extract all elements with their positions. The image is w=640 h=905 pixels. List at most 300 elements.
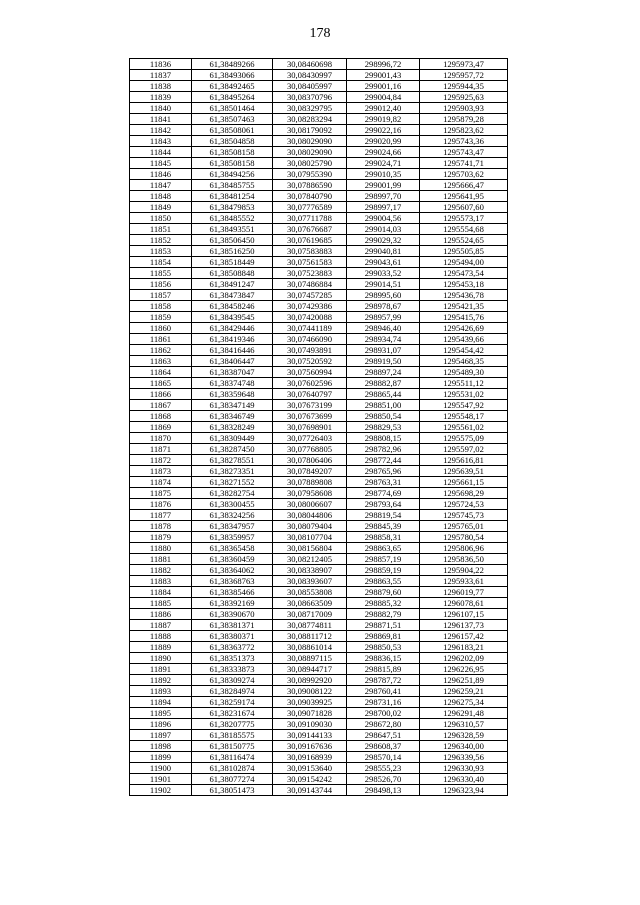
table-row (130, 576, 508, 587)
latitude-cell: 61,38392169 (192, 598, 273, 609)
y-coordinate-cell: 1295933,61 (420, 576, 508, 587)
x-coordinate-cell: 298772,44 (347, 455, 420, 466)
table-row (130, 752, 508, 763)
x-coordinate-cell: 298570,14 (347, 752, 420, 763)
x-coordinate-cell: 298934,74 (347, 334, 420, 345)
latitude-cell: 61,38501464 (192, 103, 273, 114)
table-row (130, 323, 508, 334)
y-coordinate-cell: 1296137,73 (420, 620, 508, 631)
longitude-cell: 30,07955390 (273, 169, 347, 180)
table-row (130, 565, 508, 576)
table-row (130, 521, 508, 532)
longitude-cell: 30,09071828 (273, 708, 347, 719)
y-coordinate-cell: 1296275,34 (420, 697, 508, 708)
longitude-cell: 30,09168939 (273, 752, 347, 763)
x-coordinate-cell: 298882,79 (347, 609, 420, 620)
x-coordinate-cell: 298996,72 (347, 59, 420, 70)
longitude-cell: 30,08283294 (273, 114, 347, 125)
point-number-cell: 11864 (130, 367, 192, 378)
y-coordinate-cell: 1295524,65 (420, 235, 508, 246)
x-coordinate-cell: 298851,00 (347, 400, 420, 411)
point-number-cell: 11850 (130, 213, 192, 224)
x-coordinate-cell: 298815,89 (347, 664, 420, 675)
longitude-cell: 30,09153640 (273, 763, 347, 774)
table-row (130, 444, 508, 455)
latitude-cell: 61,38102874 (192, 763, 273, 774)
table-row (130, 158, 508, 169)
latitude-cell: 61,38116474 (192, 752, 273, 763)
point-number-cell: 11843 (130, 136, 192, 147)
x-coordinate-cell: 299010,35 (347, 169, 420, 180)
latitude-cell: 61,38516250 (192, 246, 273, 257)
point-number-cell: 11899 (130, 752, 192, 763)
longitude-cell: 30,09039925 (273, 697, 347, 708)
latitude-cell: 61,38479853 (192, 202, 273, 213)
x-coordinate-cell: 298919,50 (347, 356, 420, 367)
table-row (130, 400, 508, 411)
table-row (130, 532, 508, 543)
latitude-cell: 61,38368763 (192, 576, 273, 587)
table-row (130, 719, 508, 730)
x-coordinate-cell: 299014,51 (347, 279, 420, 290)
y-coordinate-cell: 1295489,30 (420, 367, 508, 378)
y-coordinate-cell: 1295554,68 (420, 224, 508, 235)
y-coordinate-cell: 1295973,47 (420, 59, 508, 70)
longitude-cell: 30,07711788 (273, 213, 347, 224)
longitude-cell: 30,08663509 (273, 598, 347, 609)
table-row (130, 455, 508, 466)
x-coordinate-cell: 298897,24 (347, 367, 420, 378)
latitude-cell: 61,38259174 (192, 697, 273, 708)
y-coordinate-cell: 1295765,01 (420, 521, 508, 532)
point-number-cell: 11898 (130, 741, 192, 752)
x-coordinate-cell: 298731,16 (347, 697, 420, 708)
longitude-cell: 30,08212405 (273, 554, 347, 565)
longitude-cell: 30,07640797 (273, 389, 347, 400)
table-row (130, 653, 508, 664)
latitude-cell: 61,38231674 (192, 708, 273, 719)
point-number-cell: 11838 (130, 81, 192, 92)
x-coordinate-cell: 299024,66 (347, 147, 420, 158)
longitude-cell: 30,08329795 (273, 103, 347, 114)
y-coordinate-cell: 1296310,57 (420, 719, 508, 730)
table-row (130, 774, 508, 785)
y-coordinate-cell: 1295703,62 (420, 169, 508, 180)
x-coordinate-cell: 298808,15 (347, 433, 420, 444)
coordinates-table-body (130, 59, 508, 796)
x-coordinate-cell: 298829,53 (347, 422, 420, 433)
y-coordinate-cell: 1295724,53 (420, 499, 508, 510)
longitude-cell: 30,08811712 (273, 631, 347, 642)
x-coordinate-cell: 298836,15 (347, 653, 420, 664)
point-number-cell: 11842 (130, 125, 192, 136)
x-coordinate-cell: 298765,96 (347, 466, 420, 477)
x-coordinate-cell: 298865,44 (347, 389, 420, 400)
longitude-cell: 30,08897115 (273, 653, 347, 664)
latitude-cell: 61,38278551 (192, 455, 273, 466)
x-coordinate-cell: 298863,55 (347, 576, 420, 587)
x-coordinate-cell: 299033,52 (347, 268, 420, 279)
latitude-cell: 61,38481254 (192, 191, 273, 202)
table-row (130, 125, 508, 136)
x-coordinate-cell: 299001,99 (347, 180, 420, 191)
latitude-cell: 61,38309274 (192, 675, 273, 686)
point-number-cell: 11891 (130, 664, 192, 675)
point-number-cell: 11873 (130, 466, 192, 477)
point-number-cell: 11844 (130, 147, 192, 158)
longitude-cell: 30,07493891 (273, 345, 347, 356)
point-number-cell: 11849 (130, 202, 192, 213)
y-coordinate-cell: 1295823,62 (420, 125, 508, 136)
longitude-cell: 30,08156804 (273, 543, 347, 554)
table-row (130, 147, 508, 158)
x-coordinate-cell: 298647,51 (347, 730, 420, 741)
longitude-cell: 30,08370796 (273, 92, 347, 103)
longitude-cell: 30,07806406 (273, 455, 347, 466)
y-coordinate-cell: 1295879,28 (420, 114, 508, 125)
x-coordinate-cell: 299004,84 (347, 92, 420, 103)
latitude-cell: 61,38381371 (192, 620, 273, 631)
y-coordinate-cell: 1295607,60 (420, 202, 508, 213)
table-row (130, 312, 508, 323)
table-row (130, 477, 508, 488)
table-row (130, 290, 508, 301)
latitude-cell: 61,38387047 (192, 367, 273, 378)
point-number-cell: 11839 (130, 92, 192, 103)
table-row (130, 169, 508, 180)
point-number-cell: 11837 (130, 70, 192, 81)
longitude-cell: 30,07886590 (273, 180, 347, 191)
point-number-cell: 11894 (130, 697, 192, 708)
point-number-cell: 11867 (130, 400, 192, 411)
x-coordinate-cell: 299040,81 (347, 246, 420, 257)
x-coordinate-cell: 298608,37 (347, 741, 420, 752)
table-row (130, 202, 508, 213)
x-coordinate-cell: 299004,56 (347, 213, 420, 224)
y-coordinate-cell: 1296183,21 (420, 642, 508, 653)
longitude-cell: 30,08025790 (273, 158, 347, 169)
latitude-cell: 61,38504858 (192, 136, 273, 147)
point-number-cell: 11841 (130, 114, 192, 125)
point-number-cell: 11870 (130, 433, 192, 444)
point-number-cell: 11857 (130, 290, 192, 301)
longitude-cell: 30,09144133 (273, 730, 347, 741)
table-row (130, 488, 508, 499)
point-number-cell: 11883 (130, 576, 192, 587)
x-coordinate-cell: 298859,19 (347, 565, 420, 576)
table-row (130, 730, 508, 741)
y-coordinate-cell: 1295453,18 (420, 279, 508, 290)
y-coordinate-cell: 1295436,78 (420, 290, 508, 301)
longitude-cell: 30,07698901 (273, 422, 347, 433)
y-coordinate-cell: 1295806,96 (420, 543, 508, 554)
latitude-cell: 61,38347149 (192, 400, 273, 411)
point-number-cell: 11881 (130, 554, 192, 565)
table-row (130, 356, 508, 367)
point-number-cell: 11893 (130, 686, 192, 697)
y-coordinate-cell: 1296340,00 (420, 741, 508, 752)
longitude-cell: 30,07486884 (273, 279, 347, 290)
y-coordinate-cell: 1295548,17 (420, 411, 508, 422)
longitude-cell: 30,07619685 (273, 235, 347, 246)
x-coordinate-cell: 299001,43 (347, 70, 420, 81)
y-coordinate-cell: 1295903,93 (420, 103, 508, 114)
point-number-cell: 11875 (130, 488, 192, 499)
point-number-cell: 11880 (130, 543, 192, 554)
longitude-cell: 30,07849207 (273, 466, 347, 477)
point-number-cell: 11869 (130, 422, 192, 433)
longitude-cell: 30,08430997 (273, 70, 347, 81)
x-coordinate-cell: 298997,17 (347, 202, 420, 213)
longitude-cell: 30,07561583 (273, 257, 347, 268)
point-number-cell: 11886 (130, 609, 192, 620)
table-row (130, 389, 508, 400)
longitude-cell: 30,08079404 (273, 521, 347, 532)
latitude-cell: 61,38347957 (192, 521, 273, 532)
point-number-cell: 11840 (130, 103, 192, 114)
point-number-cell: 11858 (130, 301, 192, 312)
x-coordinate-cell: 298995,60 (347, 290, 420, 301)
table-row (130, 587, 508, 598)
x-coordinate-cell: 299012,40 (347, 103, 420, 114)
latitude-cell: 61,38492465 (192, 81, 273, 92)
longitude-cell: 30,08393607 (273, 576, 347, 587)
latitude-cell: 61,38485552 (192, 213, 273, 224)
x-coordinate-cell: 298787,72 (347, 675, 420, 686)
table-row (130, 686, 508, 697)
longitude-cell: 30,07726403 (273, 433, 347, 444)
table-row (130, 114, 508, 125)
table-row (130, 334, 508, 345)
point-number-cell: 11856 (130, 279, 192, 290)
table-row (130, 268, 508, 279)
latitude-cell: 61,38385466 (192, 587, 273, 598)
x-coordinate-cell: 298845,39 (347, 521, 420, 532)
point-number-cell: 11897 (130, 730, 192, 741)
x-coordinate-cell: 298869,81 (347, 631, 420, 642)
table-row (130, 620, 508, 631)
point-number-cell: 11879 (130, 532, 192, 543)
table-row (130, 642, 508, 653)
latitude-cell: 61,38051473 (192, 785, 273, 796)
table-row (130, 279, 508, 290)
point-number-cell: 11889 (130, 642, 192, 653)
point-number-cell: 11872 (130, 455, 192, 466)
longitude-cell: 30,07583883 (273, 246, 347, 257)
x-coordinate-cell: 298871,51 (347, 620, 420, 631)
point-number-cell: 11847 (130, 180, 192, 191)
x-coordinate-cell: 298526,70 (347, 774, 420, 785)
latitude-cell: 61,38380371 (192, 631, 273, 642)
x-coordinate-cell: 299029,32 (347, 235, 420, 246)
longitude-cell: 30,09143744 (273, 785, 347, 796)
point-number-cell: 11888 (130, 631, 192, 642)
x-coordinate-cell: 298672,80 (347, 719, 420, 730)
latitude-cell: 61,38506450 (192, 235, 273, 246)
table-row (130, 675, 508, 686)
x-coordinate-cell: 298793,64 (347, 499, 420, 510)
longitude-cell: 30,08029090 (273, 147, 347, 158)
longitude-cell: 30,08044806 (273, 510, 347, 521)
table-row (130, 631, 508, 642)
y-coordinate-cell: 1296330,40 (420, 774, 508, 785)
point-number-cell: 11876 (130, 499, 192, 510)
point-number-cell: 11836 (130, 59, 192, 70)
y-coordinate-cell: 1295454,42 (420, 345, 508, 356)
longitude-cell: 30,08861014 (273, 642, 347, 653)
latitude-cell: 61,38493551 (192, 224, 273, 235)
longitude-cell: 30,08717009 (273, 609, 347, 620)
longitude-cell: 30,09008122 (273, 686, 347, 697)
y-coordinate-cell: 1295575,09 (420, 433, 508, 444)
point-number-cell: 11853 (130, 246, 192, 257)
x-coordinate-cell: 299022,16 (347, 125, 420, 136)
y-coordinate-cell: 1296291,48 (420, 708, 508, 719)
longitude-cell: 30,08179092 (273, 125, 347, 136)
table-row (130, 224, 508, 235)
table-row (130, 697, 508, 708)
y-coordinate-cell: 1295421,35 (420, 301, 508, 312)
x-coordinate-cell: 298555,23 (347, 763, 420, 774)
y-coordinate-cell: 1295741,71 (420, 158, 508, 169)
y-coordinate-cell: 1295426,69 (420, 323, 508, 334)
latitude-cell: 61,38324256 (192, 510, 273, 521)
point-number-cell: 11863 (130, 356, 192, 367)
y-coordinate-cell: 1296202,09 (420, 653, 508, 664)
latitude-cell: 61,38364062 (192, 565, 273, 576)
y-coordinate-cell: 1295745,73 (420, 510, 508, 521)
longitude-cell: 30,07673199 (273, 400, 347, 411)
x-coordinate-cell: 299001,16 (347, 81, 420, 92)
x-coordinate-cell: 298885,32 (347, 598, 420, 609)
y-coordinate-cell: 1296339,56 (420, 752, 508, 763)
y-coordinate-cell: 1295743,36 (420, 136, 508, 147)
longitude-cell: 30,07958608 (273, 488, 347, 499)
x-coordinate-cell: 299020,99 (347, 136, 420, 147)
page-number: 178 (309, 26, 331, 41)
table-row (130, 554, 508, 565)
point-number-cell: 11890 (130, 653, 192, 664)
longitude-cell: 30,07441189 (273, 323, 347, 334)
latitude-cell: 61,38271552 (192, 477, 273, 488)
point-number-cell: 11871 (130, 444, 192, 455)
y-coordinate-cell: 1295561,02 (420, 422, 508, 433)
latitude-cell: 61,38508848 (192, 268, 273, 279)
point-number-cell: 11855 (130, 268, 192, 279)
y-coordinate-cell: 1295494,00 (420, 257, 508, 268)
y-coordinate-cell: 1295616,81 (420, 455, 508, 466)
table-row (130, 345, 508, 356)
x-coordinate-cell: 298931,07 (347, 345, 420, 356)
x-coordinate-cell: 298850,54 (347, 411, 420, 422)
coordinates-table (129, 58, 508, 796)
longitude-cell: 30,08107704 (273, 532, 347, 543)
point-number-cell: 11854 (130, 257, 192, 268)
table-row (130, 763, 508, 774)
point-number-cell: 11846 (130, 169, 192, 180)
point-number-cell: 11900 (130, 763, 192, 774)
latitude-cell: 61,38489266 (192, 59, 273, 70)
x-coordinate-cell: 298700,02 (347, 708, 420, 719)
latitude-cell: 61,38429446 (192, 323, 273, 334)
table-row (130, 191, 508, 202)
x-coordinate-cell: 298857,19 (347, 554, 420, 565)
y-coordinate-cell: 1296078,61 (420, 598, 508, 609)
table-row (130, 609, 508, 620)
y-coordinate-cell: 1295639,51 (420, 466, 508, 477)
point-number-cell: 11865 (130, 378, 192, 389)
y-coordinate-cell: 1295780,54 (420, 532, 508, 543)
y-coordinate-cell: 1296226,95 (420, 664, 508, 675)
latitude-cell: 61,38309449 (192, 433, 273, 444)
latitude-cell: 61,38365458 (192, 543, 273, 554)
x-coordinate-cell: 299019,82 (347, 114, 420, 125)
latitude-cell: 61,38439545 (192, 312, 273, 323)
table-row (130, 301, 508, 312)
longitude-cell: 30,08029090 (273, 136, 347, 147)
longitude-cell: 30,08944717 (273, 664, 347, 675)
table-row (130, 136, 508, 147)
table-row (130, 103, 508, 114)
table-row (130, 213, 508, 224)
x-coordinate-cell: 298858,31 (347, 532, 420, 543)
longitude-cell: 30,07429386 (273, 301, 347, 312)
latitude-cell: 61,38485755 (192, 180, 273, 191)
point-number-cell: 11851 (130, 224, 192, 235)
y-coordinate-cell: 1295904,22 (420, 565, 508, 576)
latitude-cell: 61,38493066 (192, 70, 273, 81)
y-coordinate-cell: 1295531,02 (420, 389, 508, 400)
latitude-cell: 61,38351373 (192, 653, 273, 664)
table-row (130, 246, 508, 257)
x-coordinate-cell: 298850,53 (347, 642, 420, 653)
longitude-cell: 30,07466090 (273, 334, 347, 345)
table-row (130, 433, 508, 444)
table-row (130, 235, 508, 246)
longitude-cell: 30,07520592 (273, 356, 347, 367)
longitude-cell: 30,08553808 (273, 587, 347, 598)
latitude-cell: 61,38207775 (192, 719, 273, 730)
longitude-cell: 30,09109030 (273, 719, 347, 730)
latitude-cell: 61,38282754 (192, 488, 273, 499)
latitude-cell: 61,38374748 (192, 378, 273, 389)
latitude-cell: 61,38273351 (192, 466, 273, 477)
x-coordinate-cell: 298957,99 (347, 312, 420, 323)
longitude-cell: 30,07673699 (273, 411, 347, 422)
point-number-cell: 11877 (130, 510, 192, 521)
point-number-cell: 11868 (130, 411, 192, 422)
table-row (130, 92, 508, 103)
longitude-cell: 30,07676687 (273, 224, 347, 235)
longitude-cell: 30,07768805 (273, 444, 347, 455)
latitude-cell: 61,38494256 (192, 169, 273, 180)
point-number-cell: 11866 (130, 389, 192, 400)
table-row (130, 510, 508, 521)
longitude-cell: 30,08992920 (273, 675, 347, 686)
table-row (130, 257, 508, 268)
table-row (130, 543, 508, 554)
y-coordinate-cell: 1295597,02 (420, 444, 508, 455)
y-coordinate-cell: 1296019,77 (420, 587, 508, 598)
latitude-cell: 61,38284974 (192, 686, 273, 697)
point-number-cell: 11862 (130, 345, 192, 356)
latitude-cell: 61,38507463 (192, 114, 273, 125)
latitude-cell: 61,38300455 (192, 499, 273, 510)
y-coordinate-cell: 1295468,35 (420, 356, 508, 367)
point-number-cell: 11848 (130, 191, 192, 202)
latitude-cell: 61,38390670 (192, 609, 273, 620)
latitude-cell: 61,38328249 (192, 422, 273, 433)
